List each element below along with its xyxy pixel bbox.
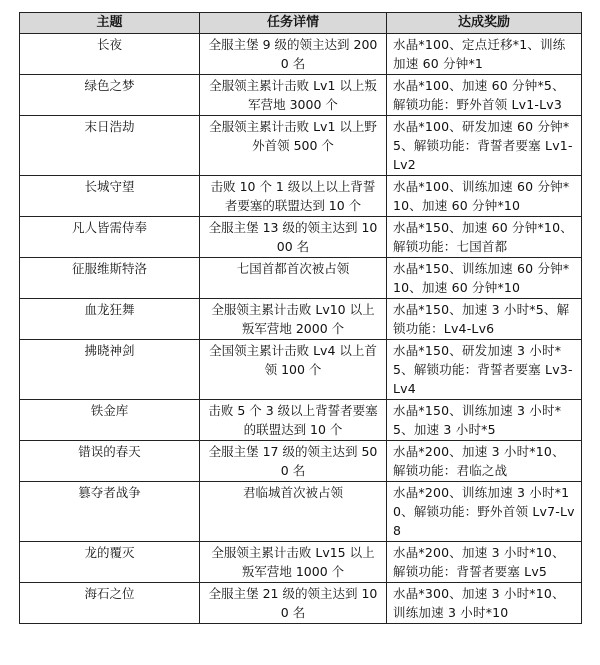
detail-cell: 全服领主累计击败 Lv15 以上叛军营地 1000 个 [200, 542, 387, 583]
table-row [20, 583, 582, 624]
reward-cell: 水晶*150、加速 3 小时*5、解锁功能：Lv4-Lv6 [387, 299, 582, 340]
table-row [20, 34, 582, 75]
reward-cell: 水晶*200、训练加速 3 小时*10、解锁功能：野外首领 Lv7-Lv8 [387, 482, 582, 542]
detail-cell: 全服主堡 9 级的领主达到 2000 名 [200, 34, 387, 75]
table-row [20, 542, 582, 583]
header-detail: 任务详情 [200, 13, 387, 34]
theme-cell: 龙的覆灭 [20, 542, 200, 583]
reward-cell: 水晶*150、训练加速 3 小时*5、加速 3 小时*5 [387, 400, 582, 441]
table-row [20, 400, 582, 441]
theme-cell: 凡人皆需侍奉 [20, 217, 200, 258]
detail-cell: 全服领主累计击败 Lv1 以上叛军营地 3000 个 [200, 75, 387, 116]
table-row [20, 116, 582, 176]
reward-cell: 水晶*150、加速 60 分钟*10、解锁功能：七国首都 [387, 217, 582, 258]
theme-cell: 绿色之梦 [20, 75, 200, 116]
header-theme: 主题 [20, 13, 200, 34]
table-row [20, 258, 582, 299]
theme-cell: 末日浩劫 [20, 116, 200, 176]
table-header-row [20, 13, 582, 34]
reward-cell: 水晶*150、研发加速 3 小时*5、解锁功能：背誓者要塞 Lv3-Lv4 [387, 340, 582, 400]
table-row [20, 340, 582, 400]
theme-cell: 海石之位 [20, 583, 200, 624]
theme-cell: 铁金库 [20, 400, 200, 441]
reward-cell: 水晶*100、加速 60 分钟*5、解锁功能：野外首领 Lv1-Lv3 [387, 75, 582, 116]
table-body [20, 34, 582, 624]
reward-cell: 水晶*100、定点迁移*1、训练加速 60 分钟*1 [387, 34, 582, 75]
table-row [20, 75, 582, 116]
theme-cell: 长夜 [20, 34, 200, 75]
theme-cell: 篡夺者战争 [20, 482, 200, 542]
detail-cell: 君临城首次被占领 [200, 482, 387, 542]
detail-cell: 击败 5 个 3 级以上背誓者要塞的联盟达到 10 个 [200, 400, 387, 441]
reward-cell: 水晶*100、研发加速 60 分钟*5、解锁功能：背誓者要塞 Lv1-Lv2 [387, 116, 582, 176]
reward-cell: 水晶*200、加速 3 小时*10、解锁功能：背誓者要塞 Lv5 [387, 542, 582, 583]
reward-cell: 水晶*150、训练加速 60 分钟*10、加速 60 分钟*10 [387, 258, 582, 299]
theme-cell: 血龙狂舞 [20, 299, 200, 340]
table-row [20, 482, 582, 542]
detail-cell: 全服领主累计击败 Lv10 以上叛军营地 2000 个 [200, 299, 387, 340]
table-row [20, 176, 582, 217]
detail-cell: 七国首都首次被占领 [200, 258, 387, 299]
quest-reward-table [19, 12, 582, 624]
detail-cell: 全服主堡 13 级的领主达到 1000 名 [200, 217, 387, 258]
header-reward: 达成奖励 [387, 13, 582, 34]
theme-cell: 征服维斯特洛 [20, 258, 200, 299]
table-row [20, 217, 582, 258]
theme-cell: 拂晓神剑 [20, 340, 200, 400]
reward-cell: 水晶*100、训练加速 60 分钟*10、加速 60 分钟*10 [387, 176, 582, 217]
detail-cell: 全国领主累计击败 Lv4 以上首领 100 个 [200, 340, 387, 400]
theme-cell: 错误的春天 [20, 441, 200, 482]
reward-cell: 水晶*200、加速 3 小时*10、解锁功能：君临之战 [387, 441, 582, 482]
reward-cell: 水晶*300、加速 3 小时*10、训练加速 3 小时*10 [387, 583, 582, 624]
theme-cell: 长城守望 [20, 176, 200, 217]
detail-cell: 全服领主累计击败 Lv1 以上野外首领 500 个 [200, 116, 387, 176]
detail-cell: 全服主堡 21 级的领主达到 100 名 [200, 583, 387, 624]
detail-cell: 击败 10 个 1 级以上以上背誓者要塞的联盟达到 10 个 [200, 176, 387, 217]
table-row [20, 441, 582, 482]
table-row [20, 299, 582, 340]
detail-cell: 全服主堡 17 级的领主达到 500 名 [200, 441, 387, 482]
